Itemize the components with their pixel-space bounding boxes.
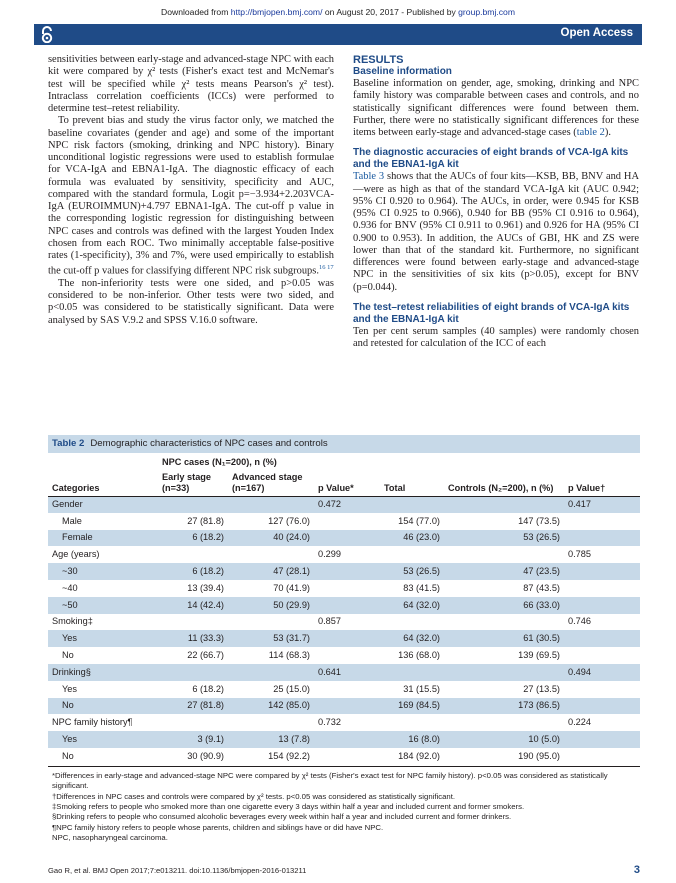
footnote: *Differences in early-stage and advanced-stage NPC were compared by χ² tests (Fisher's exact test for NPC family history). p<0.05 was considered as statistically significant.	[52, 770, 608, 791]
open-access-lock-icon	[39, 26, 55, 43]
citation-footer: Gao R, et al. BMJ Open 2017;7:e013211. doi:10.1136/bmjopen-2016-013211	[48, 866, 307, 875]
download-banner	[0, 7, 676, 17]
cell-p1: 0.857	[318, 616, 341, 627]
cell-advanced: 70 (41.9)	[273, 582, 310, 593]
cell-controls	[444, 714, 564, 731]
cell-controls: 173 (86.5)	[444, 698, 564, 715]
table-row	[48, 530, 640, 547]
methods-paragraph-2	[48, 115, 334, 278]
cell-p2: 0.785	[568, 549, 591, 560]
table-2-link[interactable]: table 2	[576, 127, 605, 138]
cell-early	[158, 714, 228, 731]
cell-early: 6 (18.2)	[192, 683, 224, 694]
cell-label: Smoking‡	[52, 616, 93, 627]
diagnostic-paragraph	[353, 171, 639, 294]
npc-cases-group-header: NPC cases (N₁=200), n (%)	[162, 457, 277, 467]
cell-p2	[564, 698, 640, 715]
cell-controls: 47 (23.5)	[444, 563, 564, 580]
table-2	[48, 435, 640, 844]
cell-p1	[314, 597, 380, 614]
cell-total: 46 (23.0)	[380, 530, 444, 547]
table-row	[48, 496, 640, 513]
cell-p1: 0.641	[314, 664, 380, 681]
cell-label: Gender	[48, 496, 158, 513]
right-column	[353, 54, 639, 350]
cell-label: No	[62, 650, 74, 661]
cell-total	[380, 664, 444, 681]
cell-early	[158, 664, 228, 681]
cell-early: 27 (81.8)	[158, 698, 228, 715]
cell-p1	[314, 580, 380, 597]
footnote: ‡Smoking refers to people who smoked more than one cigarette every 3 days within half a year and included current and former smokers.	[52, 801, 525, 811]
cell-p2	[564, 580, 640, 597]
cell-early: 22 (66.7)	[187, 650, 224, 661]
cell-p2	[564, 630, 640, 647]
baseline-end: ).	[604, 127, 611, 138]
cell-early: 11 (33.3)	[158, 630, 228, 647]
cell-advanced: 142 (85.0)	[228, 698, 314, 715]
table-body	[48, 496, 640, 765]
cell-total: 31 (15.5)	[403, 683, 440, 694]
test-retest-heading: The test–retest reliabilities of eight brands of VCA-IgA kits and the EBNA1-IgA kit	[353, 301, 630, 325]
download-middle: on August 20, 2017 - Published by	[322, 7, 459, 17]
cell-advanced	[228, 614, 314, 631]
methods-paragraph-2-text: To prevent bias and study the virus factor only, we matched the baseline covariates (gender and age) and some of the important NPC risk factors (smoking, drinking and NPC history). Binary unconditional logistic regressions were used to establish formulae for VCA-IgA and EBNA1-IgA. The diagnostic efficacy of each formula was evaluated by sensitivity, specificity and AUC, compared with the standard formula, Logit p=−3.934+2.203VCA-IgA (EUROIMMUN)+4.797 EBNA1-IgA. The cut-off p value in the corresponding logistic regression for distinguishing between NPC cases and controls was defined with the largest Youden Index chosen from each ROC. Two minimally acceptable false-positive rates (1-specificity), 3% and 7%, were used empirically to establish the cut-off p values for classifying different NPC risk subgroups.	[48, 115, 334, 277]
reference-superscript[interactable]: 16 17	[318, 264, 334, 272]
publisher-link[interactable]: group.bmj.com	[458, 7, 515, 17]
cell-controls: 27 (13.5)	[523, 683, 560, 694]
cell-label: Drinking§	[48, 664, 158, 681]
cell-p2	[564, 647, 640, 664]
table-row	[48, 698, 640, 715]
cell-label: Yes	[48, 731, 158, 748]
cell-controls: 87 (43.5)	[523, 582, 560, 593]
cell-label: Yes	[62, 683, 77, 694]
footnote: †Differences in NPC cases and controls were compared by χ² tests. p<0.05 was considered as statistically significant.	[52, 791, 456, 801]
cell-p1	[314, 530, 380, 547]
table-row	[48, 681, 640, 698]
cell-p2: 0.224	[568, 717, 591, 728]
cell-p1	[314, 630, 380, 647]
cell-p2	[564, 530, 640, 547]
results-heading: RESULTS	[353, 54, 404, 66]
cell-total	[380, 546, 444, 563]
cell-p2	[564, 731, 640, 748]
cell-p2: 0.746	[568, 616, 591, 627]
baseline-text: Baseline information on gender, age, smoking, drinking and NPC family history was comparable between cases and controls, and no statistically significant differences were found between them. Further, there were no statistically significant differences for these items between early-stage and advanced-stage cases (	[353, 78, 639, 138]
table-footnotes	[48, 767, 640, 844]
cell-label: Age (years)	[52, 549, 100, 560]
cell-total: 154 (77.0)	[398, 515, 440, 526]
cell-controls: 61 (30.5)	[444, 630, 564, 647]
diagnostic-accuracy-heading: The diagnostic accuracies of eight brands of VCA-IgA kits and the EBNA1-IgA kit	[353, 147, 629, 171]
footnote: ¶NPC family history refers to people whose parents, children and siblings have or did have NPC.	[52, 822, 384, 832]
cell-early: 14 (42.4)	[158, 597, 228, 614]
cell-advanced: 47 (28.1)	[228, 563, 314, 580]
cell-early	[158, 546, 228, 563]
table-row	[48, 614, 640, 631]
footnote: §Drinking refers to people who consumed alcoholic beverages every week within half a year and included current and former drinkers.	[52, 812, 512, 822]
cell-controls: 66 (33.0)	[444, 597, 564, 614]
cell-label: Yes	[48, 630, 158, 647]
table-row	[48, 748, 640, 765]
table-row	[48, 731, 640, 748]
cell-label: ~50	[48, 597, 158, 614]
cell-p1	[314, 647, 380, 664]
table-row	[48, 546, 640, 563]
cell-p1: 0.472	[314, 496, 380, 513]
col-header-early: Early stage (n=33)	[158, 468, 228, 496]
cell-early: 27 (81.8)	[187, 515, 224, 526]
cell-early: 6 (18.2)	[158, 563, 228, 580]
table-row	[48, 714, 640, 731]
table-title-bar	[48, 435, 640, 453]
cell-early	[158, 614, 228, 631]
cell-p1	[314, 513, 380, 530]
cell-p1	[314, 731, 380, 748]
cell-total	[380, 714, 444, 731]
cell-advanced	[228, 714, 314, 731]
cell-p2: 0.417	[564, 496, 640, 513]
table-3-link[interactable]: Table 3	[353, 171, 385, 183]
download-url-link[interactable]: http://bmjopen.bmj.com/	[230, 7, 323, 17]
cell-controls: 10 (5.0)	[444, 731, 564, 748]
page-footer	[48, 866, 640, 875]
cell-p2	[564, 597, 640, 614]
table-row	[48, 647, 640, 664]
cell-early: 6 (18.2)	[158, 530, 228, 547]
cell-advanced: 53 (31.7)	[228, 630, 314, 647]
cell-p1	[314, 681, 380, 698]
cell-advanced: 127 (76.0)	[268, 515, 310, 526]
col-header-advanced: Advanced stage (n=167)	[228, 468, 314, 496]
cell-p2	[564, 513, 640, 530]
open-access-label: Open Access	[560, 27, 633, 39]
table-row	[48, 513, 640, 530]
col-header-p2: p Value†	[564, 468, 640, 496]
cell-advanced: 40 (24.0)	[228, 530, 314, 547]
cell-total: 184 (92.0)	[398, 750, 440, 761]
test-retest-paragraph: Ten per cent serum samples (40 samples) were randomly chosen and retested for calculation of the ICC of each	[353, 325, 639, 349]
cell-label: Male	[62, 515, 82, 526]
cell-label: NPC family history¶	[52, 717, 133, 728]
col-header-total: Total	[380, 468, 444, 496]
cell-advanced: 50 (29.9)	[228, 597, 314, 614]
cell-controls: 147 (73.5)	[518, 515, 560, 526]
baseline-heading: Baseline information	[353, 66, 452, 77]
cell-controls	[444, 614, 564, 631]
cell-early: 30 (90.9)	[187, 750, 224, 761]
diagnostic-text: shows that the AUCs of four kits—KSB, BB, BNV and HA—were as high as that of the standard VCA-IgA kit (AUC 0.942; 95% CI 0.920 to 0.964). The AUCs, in order, were 0.945 for KSB (95% CI 0.925 to 0.966), 0.940 for BB (95% CI 0.916 to 0.964), 0.936 for BNV (95% CI 0.911 to 0.961) and 0.926 for HA (95% CI 0.900 to 0.953). In addition, the AUCs of GBI, HK and ZS were lower than that of the standard kit. Furthermore, no significant differences were found between early-stage and advanced-stage NPC in the sensitivities of six kits (p>0.05), except for BNV (p=0.044).	[353, 171, 639, 293]
cell-controls	[444, 496, 564, 513]
cell-label: No	[62, 750, 74, 761]
table-title: Demographic characteristics of NPC cases and controls	[90, 438, 328, 449]
table-row	[48, 597, 640, 614]
cell-p1	[314, 748, 380, 765]
baseline-paragraph	[353, 78, 639, 139]
cell-p1	[314, 563, 380, 580]
cell-controls: 53 (26.5)	[444, 530, 564, 547]
open-access-header	[34, 24, 642, 45]
download-prefix: Downloaded from	[161, 7, 231, 17]
cell-advanced: 114 (68.3)	[268, 650, 310, 661]
table-row	[48, 630, 640, 647]
cell-early	[158, 496, 228, 513]
cell-advanced: 154 (92.2)	[268, 750, 310, 761]
cell-total: 136 (68.0)	[398, 650, 440, 661]
cell-advanced	[228, 496, 314, 513]
left-column	[48, 54, 334, 327]
cell-total: 64 (32.0)	[380, 597, 444, 614]
demographics-table	[48, 453, 640, 765]
cell-controls	[444, 546, 564, 563]
cell-label: No	[48, 698, 158, 715]
cell-controls: 190 (95.0)	[518, 750, 560, 761]
cell-advanced: 13 (7.8)	[228, 731, 314, 748]
cell-p1: 0.732	[318, 717, 341, 728]
cell-label: ~40	[62, 582, 78, 593]
table-row	[48, 580, 640, 597]
table-row	[48, 563, 640, 580]
cell-p2	[564, 681, 640, 698]
footnote: NPC, nasopharyngeal carcinoma.	[52, 833, 168, 843]
table-label: Table 2	[52, 438, 85, 449]
cell-advanced: 25 (15.0)	[273, 683, 310, 694]
cell-controls	[444, 664, 564, 681]
col-header-p1: p Value*	[314, 468, 380, 496]
cell-total: 83 (41.5)	[403, 582, 440, 593]
col-header-controls: Controls (N₂=200), n (%)	[444, 468, 564, 496]
methods-paragraph-3: The non-inferiority tests were one sided, and p>0.05 was considered to be non-inferior. Other tests were two sided, and p<0.05 was considered to be statistically significant. Data were analysed by SAS V.9.2 and SPSS V.16.0 software.	[48, 277, 334, 326]
cell-label: ~30	[48, 563, 158, 580]
cell-total: 16 (8.0)	[380, 731, 444, 748]
cell-controls: 139 (69.5)	[518, 650, 560, 661]
methods-paragraph-1: sensitivities between early-stage and advanced-stage NPC with each kit were compared by χ² tests (Fisher's exact test and McNemar's test will be specified while χ² tests means Pearson's χ² test). Intraclass correlation coefficients (ICCs) were performed to determine test–retest reliability.	[48, 54, 334, 114]
cell-early: 3 (9.1)	[158, 731, 228, 748]
cell-total	[380, 496, 444, 513]
cell-p2	[564, 748, 640, 765]
cell-early: 13 (39.4)	[187, 582, 224, 593]
cell-total: 169 (84.5)	[380, 698, 444, 715]
cell-p1: 0.299	[318, 549, 341, 560]
cell-p2	[564, 563, 640, 580]
page-number: 3	[633, 864, 640, 876]
table-row	[48, 664, 640, 681]
cell-total	[380, 614, 444, 631]
cell-p2: 0.494	[564, 664, 640, 681]
cell-advanced	[228, 664, 314, 681]
cell-p1	[314, 698, 380, 715]
col-header-categories: Categories	[48, 468, 158, 496]
cell-label: Female	[48, 530, 158, 547]
cell-advanced	[228, 546, 314, 563]
cell-total: 53 (26.5)	[380, 563, 444, 580]
cell-total: 64 (32.0)	[380, 630, 444, 647]
